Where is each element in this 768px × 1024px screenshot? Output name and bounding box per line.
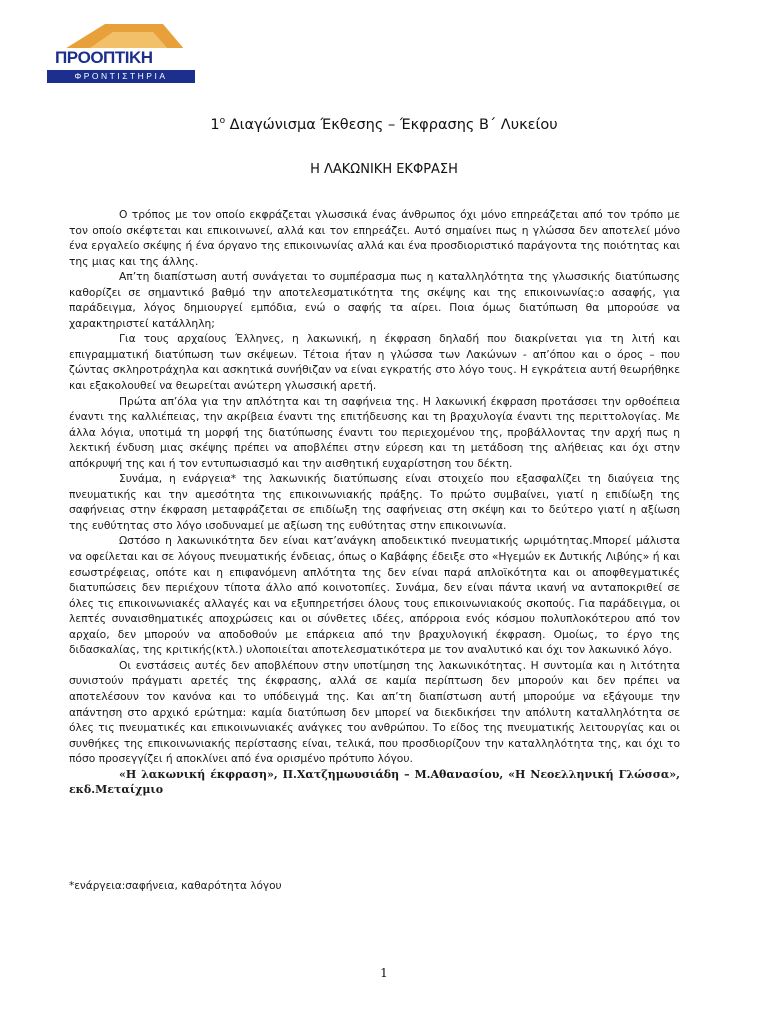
page-number: 1 bbox=[380, 966, 388, 980]
title-number: 1 bbox=[210, 117, 220, 133]
essay-heading: Η ΛΑΚΩΝΙΚΗ ΕΚΦΡΑΣΗ bbox=[310, 162, 458, 177]
title-ordinal: ο bbox=[219, 116, 226, 126]
logo-tagline: ΦΡΟΝΤΙΣΤΗΡΙΑ bbox=[47, 70, 195, 83]
essay-body bbox=[69, 207, 680, 798]
logo-brand-text: ΠΡΟΟΠΤΙΚΗ bbox=[53, 48, 195, 68]
footnote: *ενάργεια:σαφήνεια, καθαρότητα λόγου bbox=[69, 880, 282, 892]
source-citation: «Η λακωνική έκφραση», Π.Χατζημωυσιάδη – Μ.Αθανασίου, «Η Νεοελληνική Γλώσσα», εκδ.Μεταίχμιο bbox=[69, 767, 680, 797]
paragraph: Ο τρόπος με τον οποίο εκφράζεται γλωσσικά ένας άνθρωπος όχι μόνο επηρεάζεται από τον τρόπο με τον οποίο σκέφτεται και επικοινωνεί, αλλά και τον επηρεάζει. Αυτό σημαίνει πως η γλώσσα δεν αποτελεί μόνο ένα εργαλείο σκέψης ή ένα όργανο της επικοινωνίας αλλά και ένα προσδιοριστικό παράγοντα της ποιότητας και της μιας και της άλλης. bbox=[69, 208, 680, 268]
paragraph: Συνάμα, η ενάργεια* της λακωνικής διατύπωσης είναι στοιχείο που εξασφαλίζει τη διαύγεια της πνευματικής και την αμεσότητα της επικοινωνιακής πράξης. Το πρώτο συμβαίνει, γιατί η επιδίωξη της σαφήνειας στην έκφραση μεταφράζεται σε επιδίωξη της σαφήνειας στη σκέψη και το δεύτερο γιατί η αξίωση της ευθύτητας στο λόγο ισοδυναμεί με αξίωση της ευθύτητας στην επικοινωνία. bbox=[69, 472, 680, 532]
paragraph: Οι ενστάσεις αυτές δεν αποβλέπουν στην υποτίμηση της λακωνικότητας. Η συντομία και η λιτότητα συνιστούν πράγματι αρετές της έκφρασης, αλλά σε καμία περίπτωση δεν μπορούν και δεν πρέπει να αποτελέσουν τον κανόνα και το υπόδειγμά της. Και απ’τη διαπίστωση αυτή μπορούμε να εξάγουμε την απάντηση στο αρχικό ερώτημα: καμία διατύπωση δεν μπορεί να διεκδικήσει την απόλυτη καταλληλότητα σε όλες τις πνευματικές και επικοινωνιακές ανάγκες του ανθρώπου. Το είδος της πνευματικής λειτουργίας και οι συνθήκες της επικοινωνιακής περίστασης είναι, τελικά, που προσδιορίζουν την καταλληλότητα της, και όχι το πόσο προσεγγίζει ή αποκλίνει από ένα ορισμένο πρότυπο λόγου. bbox=[69, 658, 680, 766]
title-text: Διαγώνισμα Έκθεσης – Έκφρασης Β΄ Λυκείου bbox=[225, 117, 558, 133]
paragraph: Πρώτα απ’όλα για την απλότητα και τη σαφήνεια της. Η λακωνική έκφραση προτάσσει την ορθοέπεια έναντι της καλλιέπειας, την ακρίβεια έναντι της επιτήδευσης και τη βραχυλογία έναντι της περιττολογίας. Με άλλα λόγια, υποτιμά τη μορφή της διατύπωσης έναντι του περιεχομένου της, προβάλλοντας την αρχή πως η λεκτική ένδυση μιας σκέψης πρέπει να αποβλέπει στην εύρεση και τη μετάδοση της αλήθειας και όχι στην απόκρυψή της και ή τον εντυπωσιασμό και την αισθητική ευχαρίστηση του δέκτη. bbox=[69, 394, 680, 470]
brand-logo bbox=[43, 20, 195, 84]
paragraph: Ωστόσο η λακωνικότητα δεν είναι κατ’ανάγκη αποδεικτικό πνευματικής ωριμότητας.Μπορεί μάλιστα να οφείλεται και σε λόγους πνευματικής ένδειας, όπως ο Καβάφης έδειξε στο «Ηγεμών εκ Δυτικής Λιβύης» ή και εσωστρέφειας, οπότε και η επιφανόμενη απλότητα της δεν είναι παρά απλοϊκότητα και οι αποφθεγματικές διατυπώσεις δεν περιέχουν τίποτα άλλο από κοινοτοπίες. Συνάμα, δεν είναι πάντα ικανή να ανταποκριθεί σε όλες τις επικοινωνιακές αλλαγές και να εξυπηρετήσει όλους τους επικοινωνιακούς σκοπούς. Για παράδειγμα, οι λεπτές συναισθηματικές αποχρώσεις και οι σύνθετες ιδέες, απόρροια ενός κόσμου πολυπλοκότερου από τον αρχαίο, δεν μπορούν να αποδοθούν με επάρκεια από την βραχυλογική έκφραση. Ομοίως, το έργο της διδασκαλίας, της κριτικής(κτλ.) υλοποιείται αποτελεσματικότερα με τον αναλυτικό και όχι τον λακωνικό λόγο. bbox=[69, 534, 680, 657]
paragraph: Απ’τη διαπίστωση αυτή συνάγεται το συμπέρασμα πως η καταλληλότητα της γλωσσικής διατύπωσης καθορίζει σε σημαντικό βαθμό την αποτελεσματικότητα της σκέψης και της επικοινωνίας:ο ασαφής, για παράδειγμα, λόγος δημιουργεί εμπόδια, ενώ ο σαφής τα αίρει. Ποια όμως διατύπωση θα μπορούσε να χαρακτηριστεί κατάλληλη; bbox=[69, 270, 680, 330]
page-title bbox=[0, 116, 768, 133]
paragraph: Για τους αρχαίους Έλληνες, η λακωνική, η έκφραση δηλαδή που διακρίνεται για τη λιτή και επιγραμματική διατύπωση των σκέψεων. Τέτοια ήταν η γλώσσα των Λακώνων - απ’όπου και ο όρος – που ζώντας σκληροτράχηλα και ασκητικά συνήθιζαν να είναι εγκρατής στο λόγο τους. Η εγκράτεια αυτή θεωρήθηκε και εξακολουθεί να θεωρείται ανώτερη γλωσσική αρετή. bbox=[69, 332, 680, 393]
